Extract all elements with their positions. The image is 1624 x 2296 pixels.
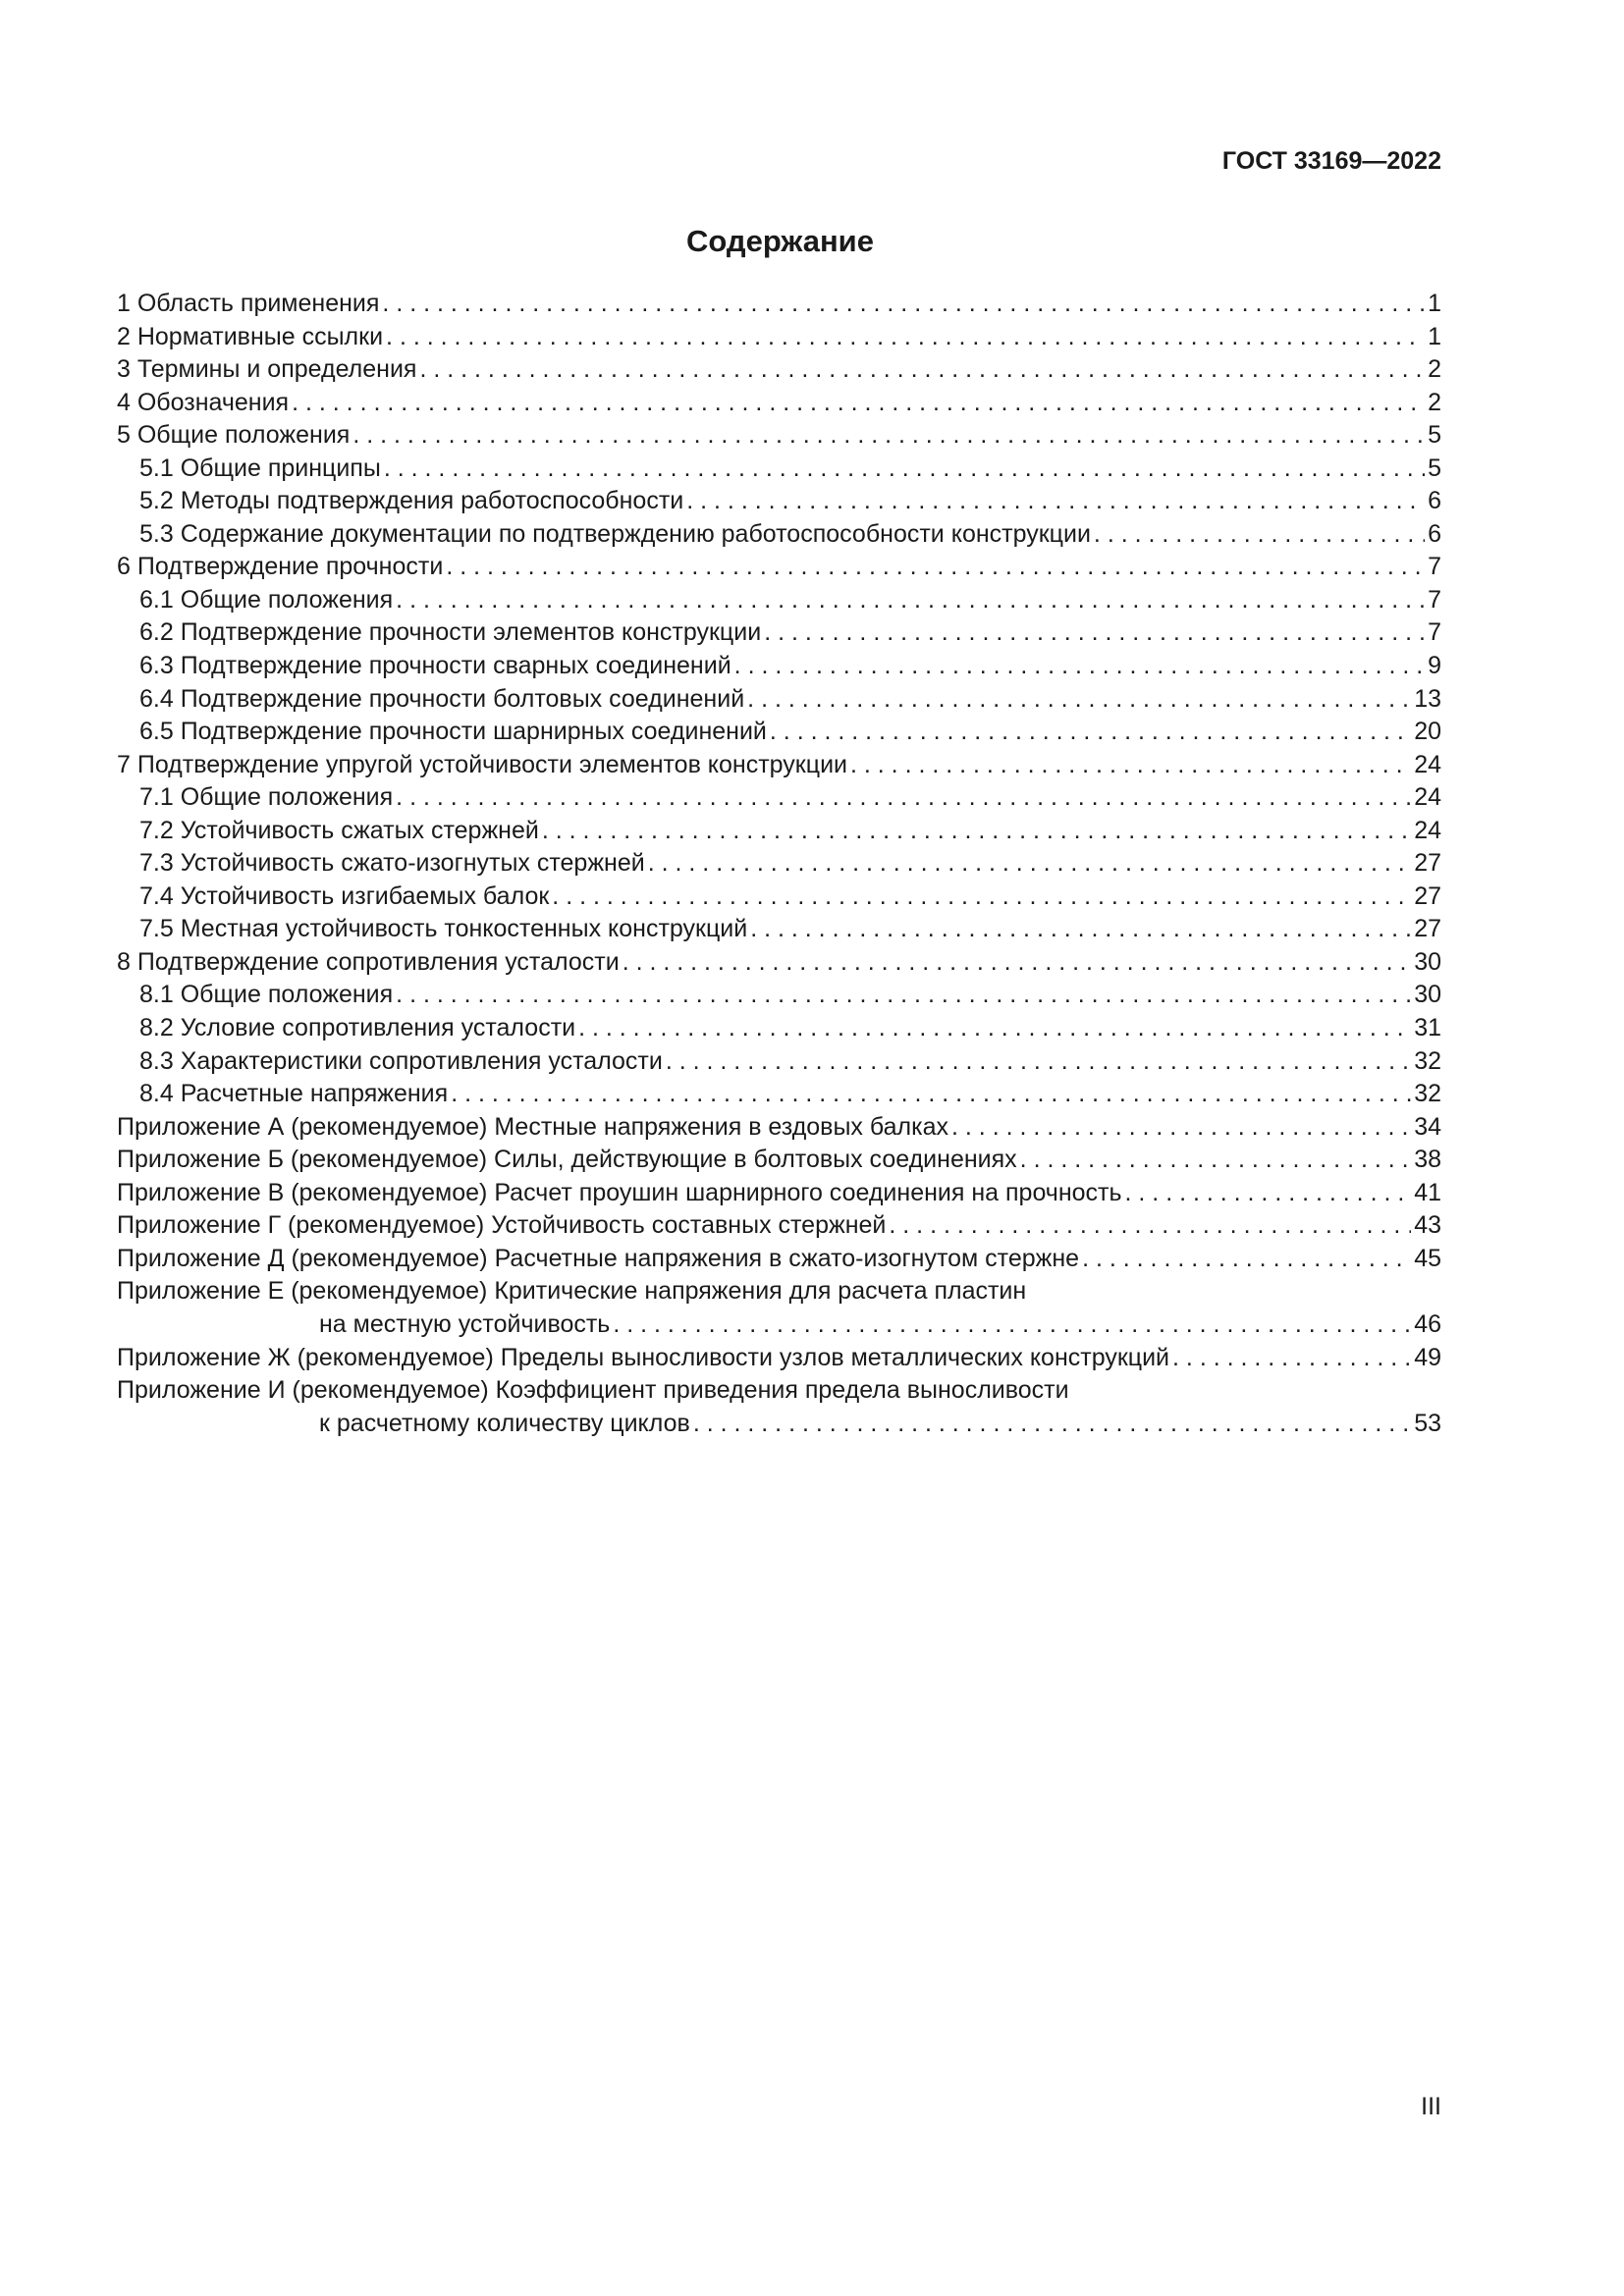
toc-dot-leader bbox=[1094, 518, 1425, 552]
toc-entry-label: 7.2 Устойчивость сжатых стержней bbox=[139, 816, 539, 844]
toc-entry-label: 8.2 Условие сопротивления усталости bbox=[139, 1014, 576, 1042]
toc-entry-label: 6.1 Общие положения bbox=[139, 585, 394, 614]
toc-dot-leader bbox=[1125, 1177, 1412, 1210]
toc-dot-leader bbox=[666, 1045, 1411, 1079]
toc-dot-leader bbox=[451, 1078, 1411, 1111]
toc-entry[interactable] bbox=[117, 485, 1441, 518]
toc-dot-leader bbox=[747, 683, 1411, 717]
toc-dot-leader bbox=[382, 288, 1425, 321]
toc-entry-label: 6.5 Подтверждение прочности шарнирных соединений bbox=[139, 718, 767, 746]
toc-entry-page: 1 bbox=[1428, 290, 1441, 317]
toc-dot-leader bbox=[1020, 1144, 1412, 1177]
toc-dot-leader bbox=[850, 749, 1411, 782]
toc-dot-leader bbox=[386, 321, 1425, 354]
toc-entry-page: 7 bbox=[1428, 553, 1441, 581]
toc-entry-page: 2 bbox=[1428, 388, 1441, 416]
toc-dot-leader bbox=[613, 1308, 1411, 1342]
toc-dot-leader bbox=[770, 716, 1411, 749]
toc-entry[interactable] bbox=[117, 815, 1441, 848]
toc-entry-label: 7.3 Устойчивость сжато-изогнутых стержней bbox=[139, 849, 645, 878]
toc-entry[interactable] bbox=[117, 847, 1441, 881]
toc-entry[interactable] bbox=[117, 1078, 1441, 1111]
toc-title: Содержание bbox=[686, 224, 874, 258]
toc-entry-page: 32 bbox=[1414, 1080, 1441, 1108]
document-code: ГОСТ 33169—2022 bbox=[1221, 147, 1441, 175]
toc-entry-label: 4 Обозначения bbox=[117, 388, 290, 416]
toc-entry-label: 5.3 Содержание документации по подтверждению работоспособности конструкции bbox=[139, 519, 1091, 548]
toc-dot-leader bbox=[396, 979, 1411, 1012]
toc-dot-leader bbox=[648, 847, 1411, 881]
toc-entry[interactable] bbox=[117, 1342, 1441, 1375]
toc-entry-page: 9 bbox=[1428, 652, 1441, 680]
toc-entry-label: 6.4 Подтверждение прочности болтовых соединений bbox=[139, 684, 745, 713]
toc-entry-label: 1 Область применения bbox=[117, 290, 380, 317]
toc-entry-label: 6 Подтверждение прочности bbox=[117, 553, 444, 581]
toc-entry-page: 27 bbox=[1414, 915, 1441, 943]
toc-entry[interactable] bbox=[117, 419, 1441, 453]
toc-entry-label: 7 Подтверждение упругой устойчивости элементов конструкции bbox=[117, 750, 847, 778]
toc-dot-leader bbox=[542, 815, 1411, 848]
toc-dot-leader bbox=[396, 781, 1411, 815]
toc-entry-page: 20 bbox=[1414, 718, 1441, 746]
toc-entry[interactable] bbox=[117, 946, 1441, 980]
toc-entry-page: 41 bbox=[1414, 1178, 1441, 1206]
toc-entry[interactable] bbox=[117, 551, 1441, 584]
toc-entry-page: 27 bbox=[1414, 849, 1441, 878]
toc-entry-page: 5 bbox=[1428, 421, 1441, 450]
toc-entry[interactable] bbox=[117, 650, 1441, 683]
toc-dot-leader bbox=[396, 584, 1425, 617]
toc-dot-leader bbox=[734, 650, 1425, 683]
toc-dot-leader bbox=[446, 551, 1425, 584]
toc-entry[interactable] bbox=[117, 353, 1441, 387]
toc-entry[interactable] bbox=[117, 453, 1441, 486]
toc-entry-page: 6 bbox=[1428, 519, 1441, 548]
toc-entry[interactable] bbox=[117, 913, 1441, 946]
toc-entry-label: 3 Термины и определения bbox=[117, 355, 417, 384]
toc-entry-label: Приложение Ж (рекомендуемое) Пределы выносливости узлов металлических конструкций bbox=[117, 1343, 1170, 1371]
toc-entry-label: 5.2 Методы подтверждения работоспособности bbox=[139, 487, 684, 515]
toc-entry-label: 8.3 Характеристики сопротивления усталости bbox=[139, 1046, 663, 1075]
toc-entry-page: 45 bbox=[1414, 1244, 1441, 1272]
toc-entry-label: 6.2 Подтверждение прочности элементов конструкции bbox=[139, 618, 762, 647]
toc-entry-page: 6 bbox=[1428, 487, 1441, 515]
toc-entry[interactable] bbox=[117, 1275, 1441, 1308]
toc-entry[interactable] bbox=[117, 1209, 1441, 1243]
toc-entry-label: на местную устойчивость bbox=[319, 1309, 611, 1338]
toc-entry[interactable] bbox=[117, 1045, 1441, 1079]
toc-entry-page: 24 bbox=[1414, 750, 1441, 778]
toc-entry-page: 34 bbox=[1414, 1112, 1441, 1141]
toc-dot-leader bbox=[552, 881, 1411, 914]
toc-entry-page: 46 bbox=[1414, 1309, 1441, 1338]
toc-entry-label: Приложение Е (рекомендуемое) Критические напряжения для расчета пластин bbox=[117, 1277, 1027, 1306]
toc-entry[interactable] bbox=[117, 518, 1441, 552]
toc-entry[interactable] bbox=[117, 979, 1441, 1012]
toc-entry-label: 5 Общие положения bbox=[117, 421, 351, 450]
toc-entry-page: 31 bbox=[1414, 1014, 1441, 1042]
toc-entry-page: 43 bbox=[1414, 1211, 1441, 1240]
toc-entry-label: 2 Нормативные ссылки bbox=[117, 322, 384, 350]
toc-entry[interactable] bbox=[117, 1243, 1441, 1276]
toc-dot-leader bbox=[951, 1111, 1411, 1145]
toc-entry-page: 2 bbox=[1428, 355, 1441, 384]
toc-dot-leader bbox=[1082, 1243, 1411, 1276]
toc-entry[interactable] bbox=[117, 288, 1441, 321]
toc-dot-leader bbox=[384, 453, 1425, 486]
toc-dot-leader bbox=[292, 387, 1425, 420]
toc-entry-label: 8.1 Общие положения bbox=[139, 981, 394, 1009]
toc-entry[interactable] bbox=[117, 1144, 1441, 1177]
toc-entry-page: 49 bbox=[1414, 1343, 1441, 1371]
toc-entry-label: 8 Подтверждение сопротивления усталости bbox=[117, 947, 620, 976]
toc-entry-label: Приложение И (рекомендуемое) Коэффициент приведения предела выносливости bbox=[117, 1376, 1069, 1405]
page-number: III bbox=[1421, 2093, 1441, 2120]
toc-entry[interactable] bbox=[117, 1374, 1441, 1408]
toc-entry-page: 24 bbox=[1414, 783, 1441, 812]
toc-entry-label: 7.4 Устойчивость изгибаемых балок bbox=[139, 881, 550, 910]
toc-entry[interactable] bbox=[117, 1012, 1441, 1045]
toc-entry-page: 53 bbox=[1414, 1409, 1441, 1437]
toc-dot-leader bbox=[764, 616, 1425, 650]
toc-dot-leader bbox=[419, 353, 1425, 387]
toc-entry[interactable] bbox=[117, 321, 1441, 354]
toc-entry-page: 7 bbox=[1428, 618, 1441, 647]
toc-entry-label: 6.3 Подтверждение прочности сварных соединений bbox=[139, 652, 731, 680]
toc-entry[interactable] bbox=[117, 1308, 1441, 1342]
table-of-contents bbox=[117, 288, 1441, 1440]
toc-entry-label: к расчетному количеству циклов bbox=[319, 1409, 690, 1437]
toc-entry[interactable] bbox=[117, 881, 1441, 914]
toc-entry-label: 8.4 Расчетные напряжения bbox=[139, 1080, 449, 1108]
toc-entry[interactable] bbox=[117, 1408, 1441, 1441]
toc-entry[interactable] bbox=[117, 584, 1441, 617]
toc-entry-page: 38 bbox=[1414, 1146, 1441, 1174]
toc-entry-page: 1 bbox=[1428, 322, 1441, 350]
toc-entry-label: Приложение Г (рекомендуемое) Устойчивость составных стержней bbox=[117, 1211, 887, 1240]
toc-dot-leader bbox=[889, 1209, 1411, 1243]
toc-entry[interactable] bbox=[117, 1177, 1441, 1210]
toc-dot-leader bbox=[623, 946, 1412, 980]
toc-entry-page: 7 bbox=[1428, 585, 1441, 614]
toc-dot-leader bbox=[1172, 1342, 1411, 1375]
toc-entry-page: 24 bbox=[1414, 816, 1441, 844]
toc-dot-leader bbox=[693, 1408, 1411, 1441]
toc-entry-label: Приложение Д (рекомендуемое) Расчетные напряжения в сжато-изогнутом стержне bbox=[117, 1244, 1080, 1272]
toc-entry-label: 7.5 Местная устойчивость тонкостенных конструкций bbox=[139, 915, 748, 943]
toc-entry-label: 5.1 Общие принципы bbox=[139, 454, 381, 482]
toc-entry-label: Приложение В (рекомендуемое) Расчет проушин шарнирного соединения на прочность bbox=[117, 1178, 1122, 1206]
toc-entry-page: 30 bbox=[1414, 981, 1441, 1009]
toc-dot-leader bbox=[578, 1012, 1411, 1045]
toc-entry[interactable] bbox=[117, 716, 1441, 749]
toc-entry[interactable] bbox=[117, 616, 1441, 650]
toc-dot-leader bbox=[750, 913, 1411, 946]
toc-entry[interactable] bbox=[117, 387, 1441, 420]
toc-entry[interactable] bbox=[117, 749, 1441, 782]
toc-entry[interactable] bbox=[117, 1111, 1441, 1145]
toc-dot-leader bbox=[686, 485, 1425, 518]
toc-entry-page: 13 bbox=[1414, 684, 1441, 713]
toc-entry-label: Приложение Б (рекомендуемое) Силы, действующие в болтовых соединениях bbox=[117, 1146, 1017, 1174]
toc-entry-page: 5 bbox=[1428, 454, 1441, 482]
toc-entry-label: Приложение А (рекомендуемое) Местные напряжения в ездовых балках bbox=[117, 1112, 949, 1141]
toc-entry-label: 7.1 Общие положения bbox=[139, 783, 394, 812]
toc-entry-page: 30 bbox=[1414, 947, 1441, 976]
toc-dot-leader bbox=[352, 419, 1425, 453]
toc-entry-page: 27 bbox=[1414, 881, 1441, 910]
toc-entry[interactable] bbox=[117, 781, 1441, 815]
toc-entry-page: 32 bbox=[1414, 1046, 1441, 1075]
toc-entry[interactable] bbox=[117, 683, 1441, 717]
